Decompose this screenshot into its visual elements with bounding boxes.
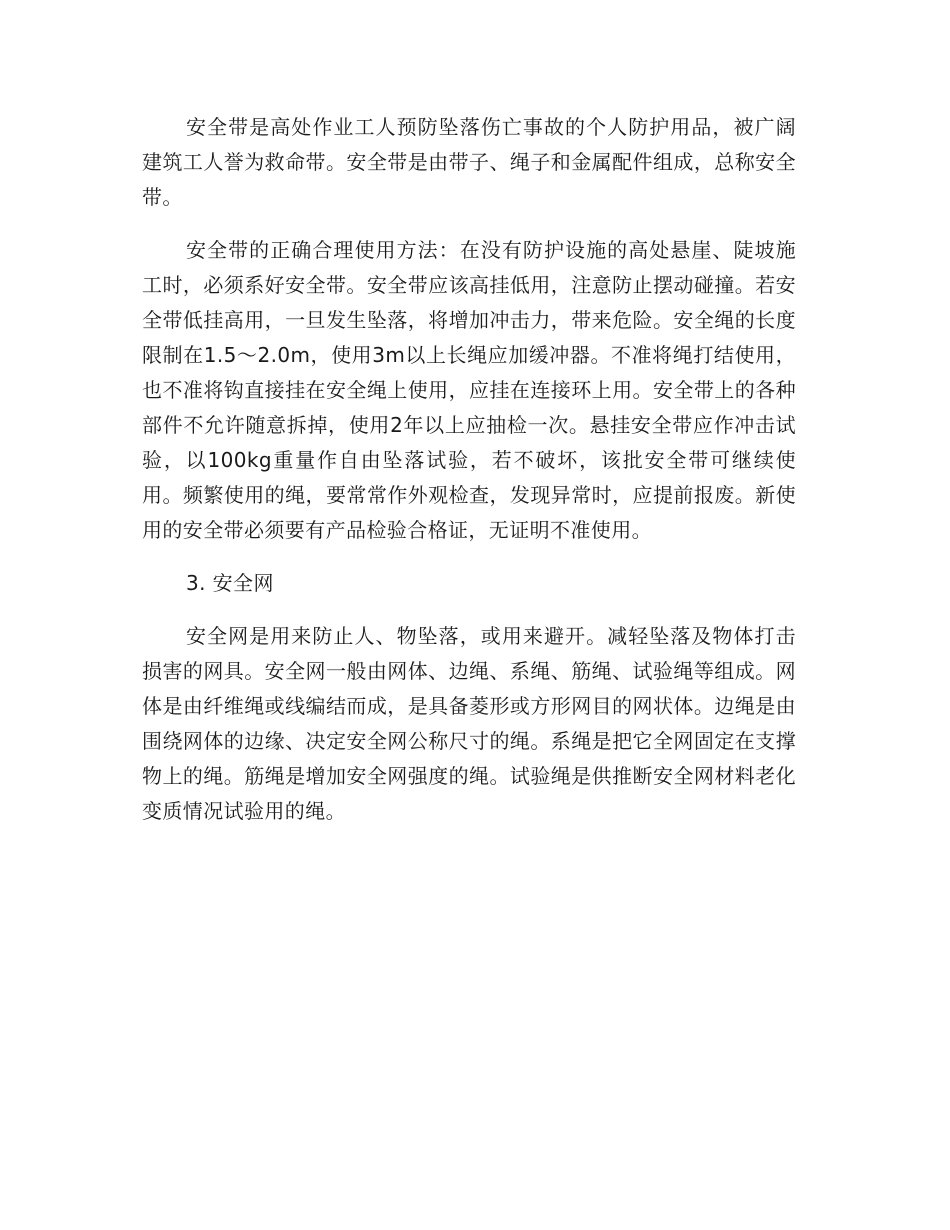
paragraph-safety-net: 安全网是用来防止人、物坠落，或用来避开。减轻坠落及物体打击损害的网具。安全网一般由网体、边绳、系绳、筋绳、试验绳等组成。网体是由纤维绳或线编结而成，是具备菱形或方形网目的网状体。边绳是由围绕网体的边缘、决定安全网公称尺寸的绳。系绳是把它全网固定在支撑物上的绳。筋绳是增加安全网强度的绳。试验绳是供推断安全网材料老化变质情况试验用的绳。 [142, 624, 796, 823]
paragraph-safety-belt-intro: 安全带是高处作业工人预防坠落伤亡事故的个人防护用品，被广阔建筑工人誉为救命带。安全带是由带子、绳子和金属配件组成，总称安全带。 [142, 115, 796, 209]
paragraph-safety-belt-usage: 安全带的正确合理使用方法：在没有防护设施的高处悬崖、陡坡施工时，必须系好安全带。安全带应该高挂低用，注意防止摆动碰撞。若安全带低挂高用，一旦发生坠落，将增加冲击力，带来危险。安全绳的长度限制在1.5～2.0m，使用3m以上长绳应加缓冲器。不准将绳打结使用，也不准将钩直接挂在安全绳上使用，应挂在连接环上用。安全带上的各种部件不允许随意拆掉，使用2年以上应抽检一次。悬挂安全带应作冲击试验，以100kg重量作自由坠落试验，若不破坏，该批安全带可继续使用。频繁使用的绳，要常常作外观检查，发现异常时，应提前报废。新使用的安全带必须要有产品检验合格证，无证明不准使用。 [142, 238, 796, 542]
document-body [142, 110, 796, 847]
section-heading-safety-net: 3. 安全网 [186, 571, 274, 595]
